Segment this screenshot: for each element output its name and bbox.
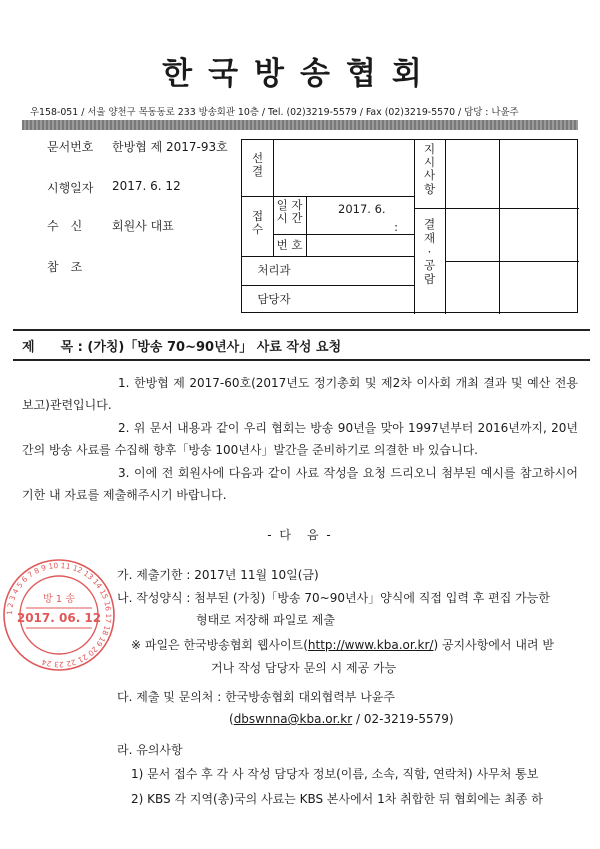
approval-table — [241, 139, 578, 313]
subject-label: 제 목 : — [22, 340, 83, 355]
note-2: 2) KBS 각 지역(총)국의 사료는 KBS 본사에서 1차 취합한 뒤 협회에는 최종 하 — [131, 792, 543, 806]
item-deadline: 가. 제출기한 : 2017년 11월 10일(금) — [117, 568, 319, 582]
contact-details — [229, 712, 454, 726]
seal-top-text: 방 1 송 — [42, 594, 76, 605]
item-notes: 라. 유의사항 — [117, 743, 183, 757]
subject-rule-top — [13, 329, 590, 331]
item-contact: 다. 제출 및 문의처 : 한국방송협회 대외협력부 나윤주 — [117, 690, 395, 704]
issue-date-label: 시행일자 — [47, 181, 94, 195]
seal-ring-numbers: 1 2 3 4 5 6 7 8 9 10 11 12 13 14 15 16 17 18 19 20 21 22 23 24 — [4, 560, 114, 670]
subject-rule-bottom — [13, 359, 590, 361]
paragraph-2 — [22, 417, 578, 461]
subject-text: (가칭)「방송 70~90년사」 사료 작성 요청 — [87, 340, 342, 355]
note-prefix: ※ 파일은 한국방송협회 웹사이트( — [131, 638, 308, 652]
issue-date-value: 2017. 6. 12 — [112, 179, 181, 193]
reference-label: 참 조 — [47, 260, 83, 274]
paragraph-1-text: 1. 한방협 제 2017-60호(2017년도 정기총회 및 제2차 이사회 개최 결과 및 예산 전용 보고)관련입니다. — [22, 376, 578, 412]
doc-number-value: 한방협 제 2017-93호 — [112, 140, 228, 154]
recipient-value: 회원사 대표 — [112, 219, 174, 233]
paragraph-3 — [22, 462, 578, 506]
cell-date-value: 2017. 6. — [338, 202, 386, 216]
cell-jeopsu: 접 수 — [251, 209, 264, 237]
paragraph-1 — [22, 372, 578, 416]
kba-website-link[interactable]: http://www.kba.or.kr/ — [307, 638, 434, 652]
note-1: 1) 문서 접수 후 각 사 작성 담당자 정보(이름, 소속, 직함, 연락처) 사무처 통보 — [131, 767, 539, 781]
paragraph-2-text: 2. 위 문서 내용과 같이 우리 협회는 방송 90년을 맞아 1997년부터 2016년까지, 20년간의 방송 사료를 수집해 향후「방송 100년사」발간을 준비하기로 의결한 바 있습니다. — [22, 421, 578, 457]
note-website — [131, 636, 554, 653]
item-format-1: 나. 작성양식 : 첨부된 (가칭)「방송 70~90년사」양식에 직접 입력 후 편집 가능한 — [117, 591, 550, 605]
seal-date: 2017. 06. 12 — [16, 611, 102, 625]
cell-approval-review: 결 재 · 공 람 — [423, 217, 436, 287]
note-suffix: ) 공지사항에서 내려 받 — [433, 638, 554, 652]
cell-date-time-label: 일 자 시 간 — [276, 198, 303, 226]
cell-instructions: 지 시 사 항 — [423, 142, 436, 196]
item-format-2: 형태로 저장해 파일로 제출 — [196, 613, 335, 627]
doc-number-label: 문서번호 — [47, 140, 94, 154]
contact-open-paren: ( — [229, 712, 234, 726]
subject-line — [22, 336, 341, 355]
daeum-heading: - 다 음 - — [267, 528, 333, 542]
header-divider-bar — [22, 120, 578, 130]
cell-number-label: 번 호 — [276, 238, 303, 252]
org-title: 한국방송협회 — [162, 56, 438, 92]
cell-time-value: : — [394, 220, 398, 234]
cell-processing-dept: 처리과 — [257, 263, 291, 277]
contact-phone: / 02-3219-5579) — [352, 712, 454, 726]
received-date-seal — [0, 556, 118, 674]
address-line: 우158-051 / 서울 양천구 목동동로 233 방송회관 10층 / Tel. (02)3219-5579 / Fax (02)3219-5570 / 담당 : 나윤주 — [30, 107, 519, 118]
recipient-label: 수 신 — [47, 219, 83, 233]
contact-email-link[interactable]: dbswnna@kba.or.kr — [233, 712, 353, 726]
paragraph-3-text: 3. 이에 전 회원사에 다음과 같이 사료 작성을 요청 드리오니 첨부된 예시를 참고하시어 기한 내 자료를 제출해주시기 바랍니다. — [22, 466, 578, 502]
note-website-line2: 거나 작성 담당자 문의 시 제공 가능 — [211, 661, 397, 675]
cell-person-in-charge: 담당자 — [257, 292, 291, 306]
cell-sungyeol: 선 결 — [251, 151, 264, 179]
